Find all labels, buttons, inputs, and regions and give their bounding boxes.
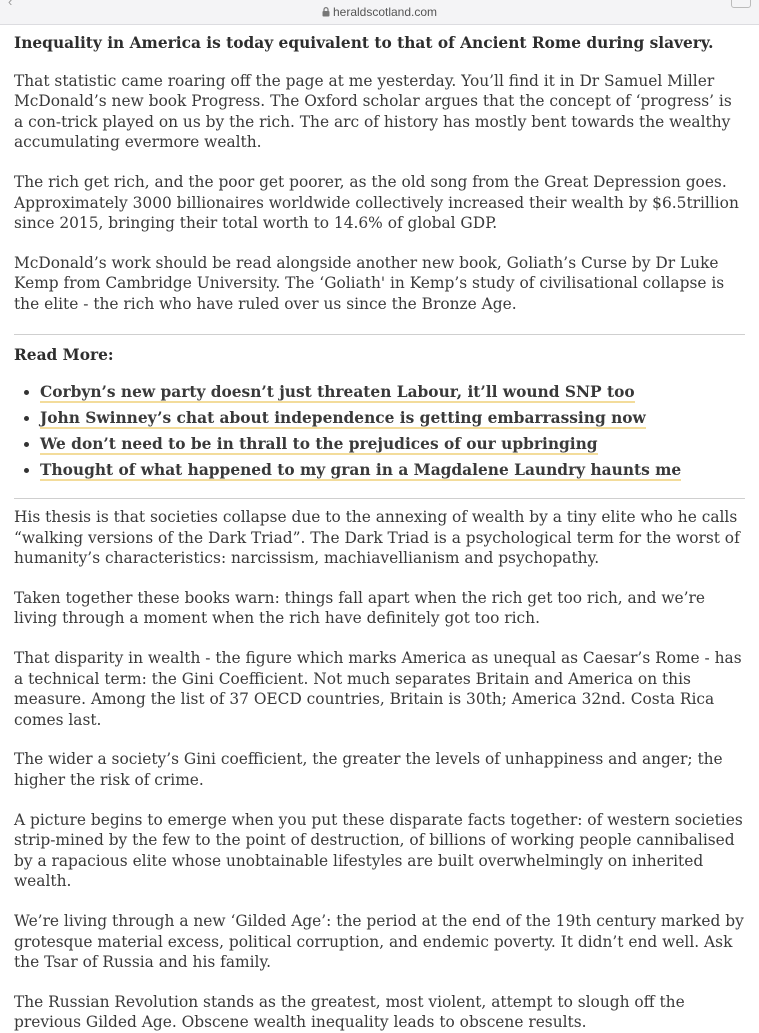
read-more-item [40, 382, 745, 403]
read-more-section [14, 335, 745, 499]
article-paragraph: That statistic came roaring off the page at me yesterday. You’ll find it in Dr Samuel Miller McDonald’s new book Progress. The Oxford scholar argues that the concept of ‘progress’ is a con-trick played on us by the rich. The arc of history has mostly bent towards the wealthy accumulating evermore wealth. [14, 71, 732, 152]
read-more-item [40, 408, 745, 429]
article-paragraph: That disparity in wealth - the figure which marks America as unequal as Caesar’s Rome - has a technical term: the Gini Coefficient. Not much separates Britain and America on this measure. Among the list of 37 OECD countries, Britain is 30th; America 32nd. Costa Rica comes last. [14, 649, 742, 729]
read-more-link-corbyn[interactable]: Corbyn’s new party doesn’t just threaten Labour, it’ll wound SNP too [40, 383, 635, 402]
article-paragraph: Taken together these books warn: things fall apart when the rich get too rich, and we’re living through a moment when the rich have definitely got too rich. [14, 588, 705, 628]
back-icon[interactable]: ‹ [8, 0, 13, 9]
article-paragraph: We’re living through a new ‘Gilded Age’: the period at the end of the 19th century marked by grotesque material excess, political corruption, and endemic poverty. It didn’t end well. Ask the Tsar of Russia and his family. [14, 911, 744, 972]
article-paragraph: His thesis is that societies collapse due to the annexing of wealth by a tiny elite who he calls “walking versions of the Dark Triad”. The Dark Triad is a psychological term for the worst of humanity’s characteristics: narcissism, machiavellianism and psychopathy. [14, 508, 740, 568]
read-more-list [14, 382, 745, 481]
article-paragraph: A picture begins to emerge when you put these disparate facts together: of western societies strip-mined by the few to the point of destruction, of billions of working people cannibalised by a rapacious elite whose unobtainable lifestyles are built overwhelmingly on inherited wealth. [14, 810, 743, 891]
article-paragraph: The wider a society’s Gini coefficient, the greater the levels of unhappiness and anger; the higher the risk of crime. [14, 750, 723, 789]
read-more-link-swinney[interactable]: John Swinney’s chat about independence is getting embarrassing now [40, 409, 646, 428]
read-more-heading: Read More: [14, 345, 114, 364]
article-body [0, 25, 759, 1033]
read-more-item [40, 460, 745, 481]
article-lead: Inequality in America is today equivalent to that of Ancient Rome during slavery. [14, 34, 714, 52]
read-more-item [40, 434, 745, 455]
url-display[interactable] [0, 5, 759, 19]
article-paragraph: The Russian Revolution stands as the greatest, most violent, attempt to slough off the previous Gilded Age. Obscene wealth inequality leads to obscene results. [14, 992, 685, 1032]
url-text: heraldscotland.com [332, 5, 438, 19]
browser-address-bar[interactable] [0, 0, 759, 25]
divider [14, 498, 745, 499]
article-paragraph: McDonald’s work should be read alongside another new book, Goliath’s Curse by Dr Luke Kemp from Cambridge University. The ‘Goliath' in Kemp’s study of civilisational collapse is the elite - the rich who have ruled over us since the Bronze Age. [14, 253, 725, 313]
article-paragraph: The rich get rich, and the poor get poorer, as the old song from the Great Depression goes. Approximately 3000 billionaires worldwide collectively increased their wealth by $6.5trillion since 2015, bringing their total worth to 14.6% of global GDP. [14, 172, 739, 233]
read-more-link-magdalene[interactable]: Thought of what happened to my gran in a Magdalene Laundry haunts me [40, 461, 682, 480]
tabs-icon[interactable] [731, 0, 751, 8]
lock-icon [322, 5, 330, 19]
read-more-link-upbringing[interactable]: We don’t need to be in thrall to the prejudices of our upbringing [40, 435, 598, 454]
